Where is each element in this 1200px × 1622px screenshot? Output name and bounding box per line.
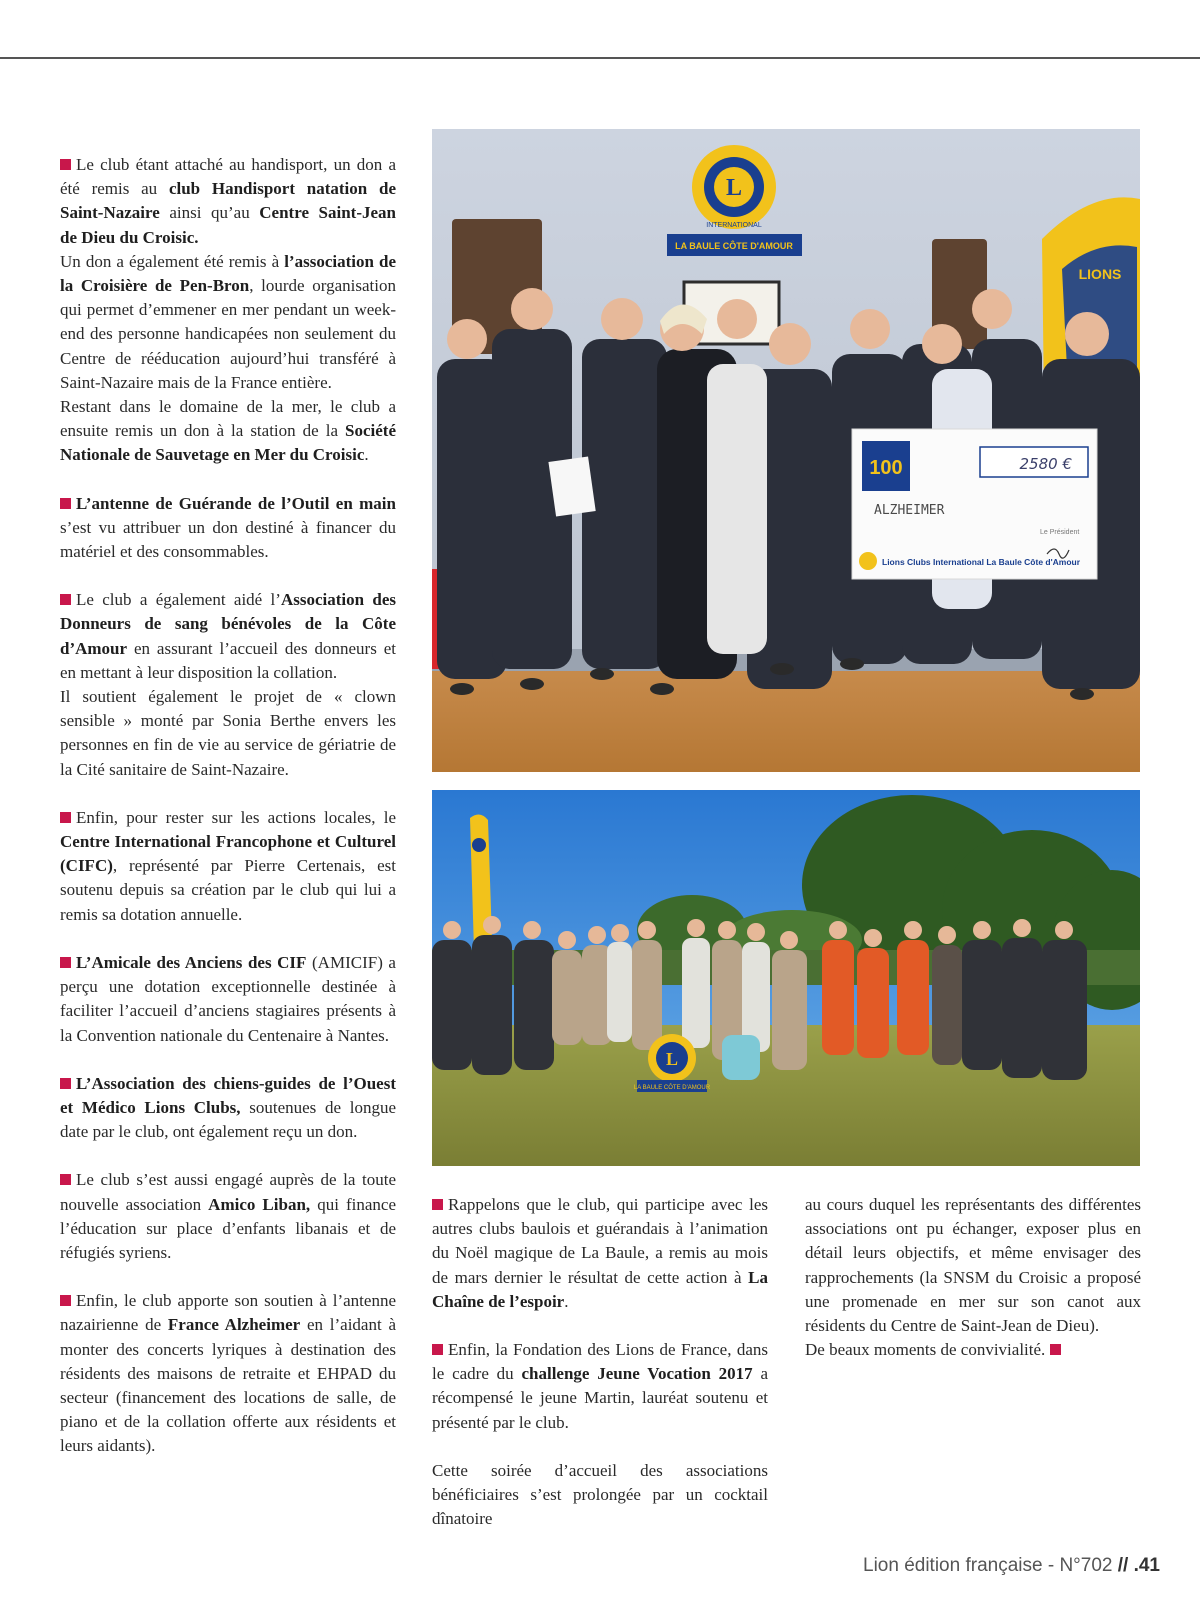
cheque-issuer: Lions Clubs International La Baule Côte d'Amour [882,557,1081,567]
article-column-right [805,1193,1141,1386]
paragraph-chaine-espoir: Rappelons que le club, qui participe avec les autres clubs baulois et guérandais à l’animation du Noël magique de La Baule, a remis au mois de mars dernier le résultat de cette action à La Chaîne de l’espoir. [432,1195,768,1311]
bullet-square-icon [60,1174,71,1185]
ground-logo-caption: LA BAULE CÔTE D'AMOUR [633,1085,711,1091]
paragraph-chiens-guides: L’Association des chiens-guides de l’Ouest et Médico Lions Clubs, soutenues de longue date par le club, ont également reçu un don. [60,1073,396,1142]
paragraph-cocktail: Cette soirée d’accueil des associations bénéficiaires s’est prolongée par un cocktail dînatoire [432,1460,768,1529]
paragraph-handisport: Le club étant attaché au handisport, un don a été remis au club Handisport natation de Saint-Nazaire ainsi qu’au Centre Saint-Jean de Dieu du Croisic. [60,155,396,247]
article-column-middle [432,1193,768,1555]
logo-ring-text: INTERNATIONAL [706,222,762,229]
paragraph-donneurs-de-sang: Le club a également aidé l’Association des Donneurs de sang bénévoles de la Côte d’Amour en assurant l’accueil des donneurs et en mettant à leur disposition la collation. [60,590,396,682]
photo-cheque-presentation [432,129,1140,772]
cheque-amount: 2580 € [1019,455,1072,473]
paragraph-france-alzheimer: Enfin, le club apporte son soutien à l’antenne nazairienne de France Alzheimer en l’aidant à monter des concerts lyriques à destination des résidents des maisons de retraite et EHPAD du secteur (financement des locations de salle, de piano et de la collation offerte aux résidents et leurs aidants). [60,1291,396,1456]
paragraph-amicif: L’Amicale des Anciens des CIF (AMICIF) a perçu une dotation exceptionnelle destinée à faciliter l’accueil d’anciens stagiaires présents à la Convention nationale du Centenaire à Nantes. [60,952,396,1045]
paragraph-outil-en-main: L’antenne de Guérande de l’Outil en main s’est vu attribuer un don destiné à financer du matériel et des consommables. [60,493,396,562]
paragraph-jeune-vocation: Enfin, la Fondation des Lions de France, dans le cadre du challenge Jeune Vocation 2017 a récompensé le jeune Martin, lauréat soutenu et présenté par le club. [432,1340,768,1432]
paragraph-snsm: Restant dans le domaine de la mer, le club a ensuite remis un don à la station de la Société Nationale de Sauvetage en Mer du Croisic. [60,397,396,465]
logo-l-letter: L [725,175,743,201]
end-square-icon [1050,1344,1061,1355]
header-rule [0,57,1200,59]
bullet-square-icon [432,1344,443,1355]
paragraph-pen-bron: Un don a également été remis à l’association de la Croisière de Pen-Bron, lourde organisation qui permet d’emmener en mer pendant un week-end des personne handicapées non seulement du Centre de rééducation aujourd’hui transféré à Saint-Nazaire mais de la France entière. [60,251,396,392]
bullet-square-icon [60,957,71,968]
photo-group-outdoor [432,790,1140,1166]
bullet-square-icon [432,1199,443,1210]
bullet-square-icon [60,498,71,509]
page-number: // .41 [1117,1555,1160,1576]
ground-logo-letter: L [665,1049,679,1069]
paragraph-amico-liban: Le club s’est aussi engagé auprès de la toute nouvelle association Amico Liban, qui finance l’éducation sur place d’enfants libanais et de réfugiés syriens. [60,1170,396,1262]
bullet-square-icon [60,594,71,605]
cheque-signature-label: Le Président [1040,529,1080,536]
bullet-square-icon [60,159,71,170]
page-footer [863,1555,1160,1577]
bullet-square-icon [60,812,71,823]
giant-cheque [852,429,1097,579]
publication-name: Lion édition française - N°702 [863,1555,1118,1576]
plaque-text: LA BAULE CÔTE D'AMOUR [675,241,793,251]
paragraph-echanges: au cours duquel les représentants des différentes associations ont pu échanger, exposer plus en détail leurs objectifs, et même envisager des rapprochements (la SNSM du Croisic a proposé une promenade en mer sur son canot aux résidents du Centre de Saint-Jean de Dieu). [805,1195,1141,1336]
paragraph-convivialite: De beaux moments de convivialité. [805,1338,1141,1362]
banner-lions-text: LIONS [1078,266,1122,282]
paragraph-clown: Il soutient également le projet de « clown sensible » monté par Sonia Berthe envers les personnes en fin de vie au service de gériatrie de la Cité sanitaire de Saint-Nazaire. [60,687,396,779]
cheque-badge: 100 [869,457,903,479]
cheque-payee: ALZHEIMER [874,503,945,518]
bullet-square-icon [60,1295,71,1306]
bullet-square-icon [60,1078,71,1089]
article-column-left [60,153,396,1483]
paragraph-cifc: Enfin, pour rester sur les actions locales, le Centre International Francophone et Culturel (CIFC), représenté par Pierre Certenais, est soutenu depuis sa création par le club qui lui a remis sa dotation annuelle. [60,807,396,924]
